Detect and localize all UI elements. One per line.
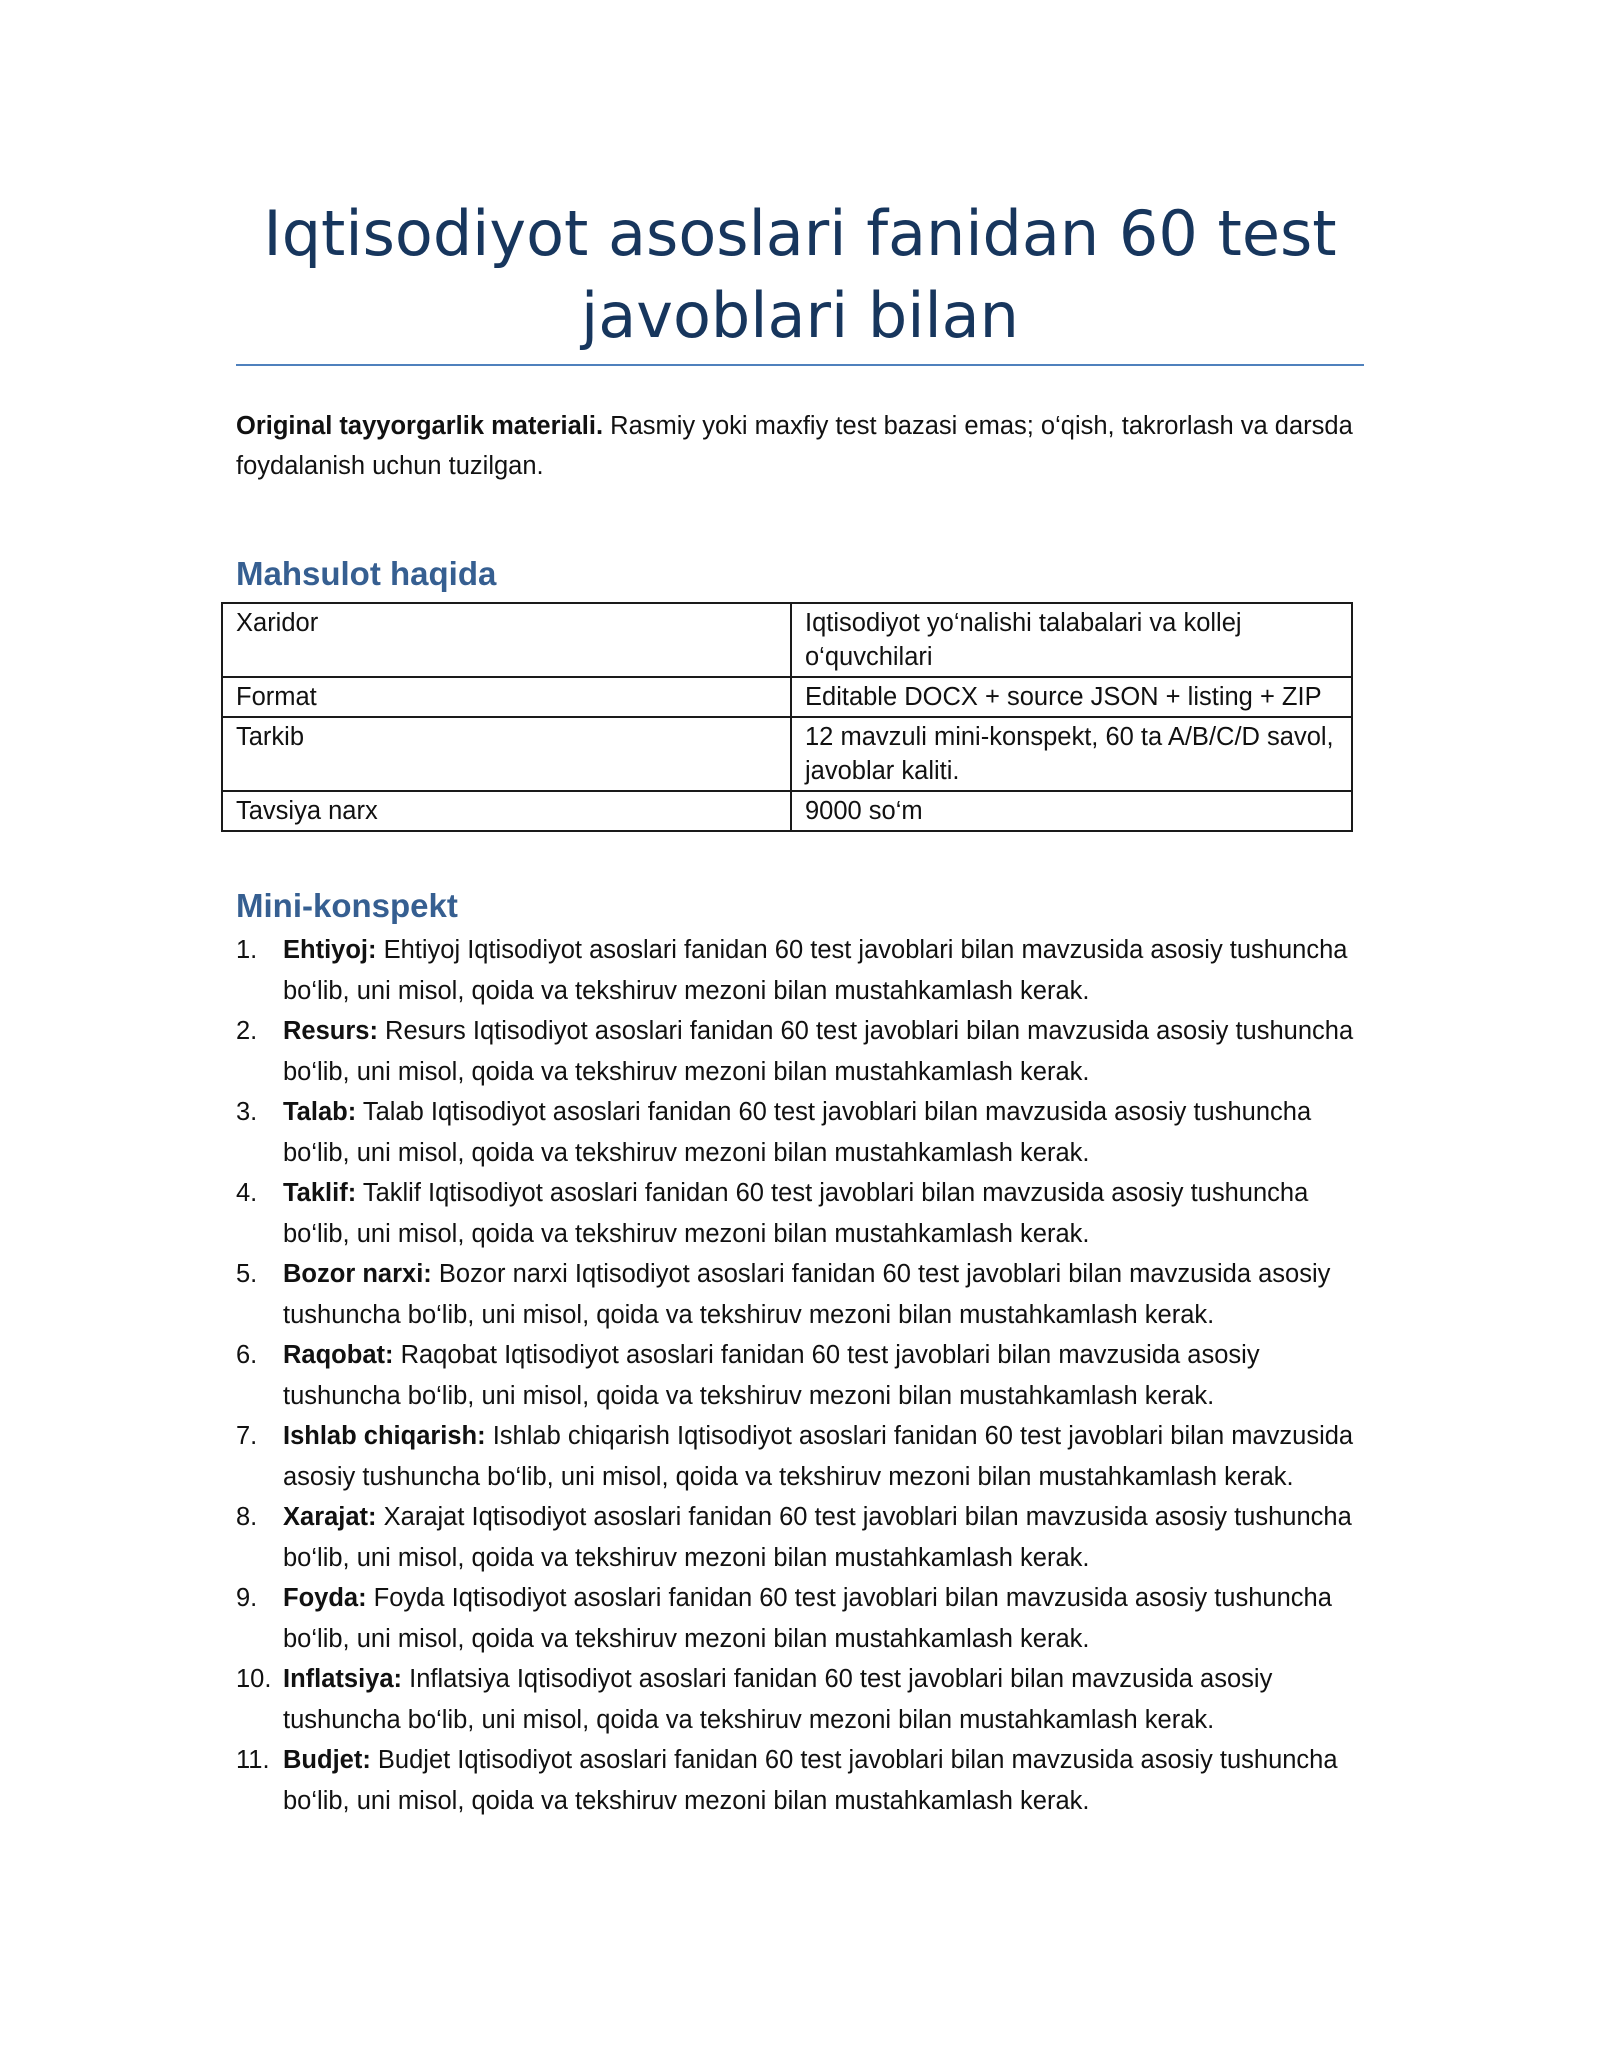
list-item-term: Bozor narxi:: [283, 1260, 432, 1288]
list-item-number: 7.: [236, 1422, 258, 1450]
list-item: [236, 1740, 1366, 1821]
table-cell-key: Xaridor: [222, 603, 791, 677]
list-item-number: 5.: [236, 1260, 258, 1288]
list-item-text: Raqobat Iqtisodiyot asoslari fanidan 60 test javoblari bilan mavzusida asosiy tushuncha bo‘lib, uni misol, qoida va tekshiruv mezoni bilan mustahkamlash kerak.: [283, 1341, 1260, 1410]
list-item-text: Budjet Iqtisodiyot asoslari fanidan 60 test javoblari bilan mavzusida asosiy tushuncha bo‘lib, uni misol, qoida va tekshiruv mezoni bilan mustahkamlash kerak.: [283, 1746, 1338, 1815]
intro-bold-text: Original tayyorgarlik materiali.: [236, 412, 604, 440]
list-item-term: Budjet:: [283, 1746, 371, 1774]
list-item-term: Xarajat:: [283, 1503, 377, 1531]
list-item-text: Ishlab chiqarish Iqtisodiyot asoslari fanidan 60 test javoblari bilan mavzusida asosiy tushuncha bo‘lib, uni misol, qoida va tekshiruv mezoni bilan mustahkamlash kerak.: [283, 1422, 1354, 1491]
list-item-term: Ishlab chiqarish:: [283, 1422, 486, 1450]
list-item-text: Resurs Iqtisodiyot asoslari fanidan 60 test javoblari bilan mavzusida asosiy tushuncha bo‘lib, uni misol, qoida va tekshiruv mezoni bilan mustahkamlash kerak.: [283, 1017, 1354, 1086]
mini-konspekt-heading: Mini-konspekt: [236, 887, 458, 924]
list-item-number: 2.: [236, 1017, 258, 1045]
list-item: [236, 930, 1366, 1011]
table-cell-key: Tavsiya narx: [222, 791, 791, 831]
list-item-text: Taklif Iqtisodiyot asoslari fanidan 60 test javoblari bilan mavzusida asosiy tushuncha bo‘lib, uni misol, qoida va tekshiruv mezoni bilan mustahkamlash kerak.: [283, 1179, 1309, 1248]
list-item: [236, 1254, 1366, 1335]
list-item-number: 10.: [236, 1665, 272, 1693]
table-cell-value: Iqtisodiyot yo‘nalishi talabalari va kollej o‘quvchilari: [791, 603, 1352, 677]
list-item-text: Ehtiyoj Iqtisodiyot asoslari fanidan 60 test javoblari bilan mavzusida asosiy tushuncha bo‘lib, uni misol, qoida va tekshiruv mezoni bilan mustahkamlash kerak.: [283, 936, 1348, 1005]
product-info-table: [221, 602, 1353, 832]
table-row: [222, 677, 1352, 717]
list-item-text: Bozor narxi Iqtisodiyot asoslari fanidan 60 test javoblari bilan mavzusida asosiy tushuncha bo‘lib, uni misol, qoida va tekshiruv mezoni bilan mustahkamlash kerak.: [283, 1260, 1331, 1329]
list-item: [236, 1092, 1366, 1173]
product-heading: Mahsulot haqida: [236, 555, 497, 592]
list-item-term: Ehtiyoj:: [283, 936, 377, 964]
list-item-number: 9.: [236, 1584, 258, 1612]
list-item-text: Talab Iqtisodiyot asoslari fanidan 60 test javoblari bilan mavzusida asosiy tushuncha bo‘lib, uni misol, qoida va tekshiruv mezoni bilan mustahkamlash kerak.: [283, 1098, 1312, 1167]
list-item: [236, 1335, 1366, 1416]
table-cell-value: 9000 so‘m: [791, 791, 1352, 831]
list-item-term: Foyda:: [283, 1584, 367, 1612]
list-item: [236, 1173, 1366, 1254]
list-item-term: Raqobat:: [283, 1341, 394, 1369]
list-item: [236, 1659, 1366, 1740]
list-item-number: 8.: [236, 1503, 258, 1531]
list-item: [236, 1578, 1366, 1659]
table-cell-value: 12 mavzuli mini-konspekt, 60 ta A/B/C/D savol, javoblar kaliti.: [791, 717, 1352, 791]
list-item-number: 11.: [236, 1746, 270, 1774]
list-item-number: 1.: [236, 936, 258, 964]
list-item-term: Resurs:: [283, 1017, 378, 1045]
list-item: [236, 1011, 1366, 1092]
document-title: Iqtisodiyot asoslari fanidan 60 test javoblari bilan: [263, 197, 1337, 352]
list-item: [236, 1497, 1366, 1578]
mini-konspekt-list: [236, 930, 1366, 1821]
list-item: [236, 1416, 1366, 1497]
list-item-text: Inflatsiya Iqtisodiyot asoslari fanidan 60 test javoblari bilan mavzusida asosiy tushuncha bo‘lib, uni misol, qoida va tekshiruv mezoni bilan mustahkamlash kerak.: [283, 1665, 1273, 1734]
list-item-number: 6.: [236, 1341, 258, 1369]
table-row: [222, 603, 1352, 677]
table-row: [222, 791, 1352, 831]
list-item-term: Talab:: [283, 1098, 357, 1126]
intro-text: Rasmiy yoki maxfiy test bazasi emas; o‘qish, takrorlash va darsda foydalanish uchun tuzilgan.: [236, 412, 1353, 480]
list-item-number: 4.: [236, 1179, 258, 1207]
list-item-number: 3.: [236, 1098, 258, 1126]
list-item-text: Xarajat Iqtisodiyot asoslari fanidan 60 test javoblari bilan mavzusida asosiy tushuncha bo‘lib, uni misol, qoida va tekshiruv mezoni bilan mustahkamlash kerak.: [283, 1503, 1352, 1572]
intro-paragraph: [236, 406, 1376, 486]
list-item-text: Foyda Iqtisodiyot asoslari fanidan 60 test javoblari bilan mavzusida asosiy tushuncha bo‘lib, uni misol, qoida va tekshiruv mezoni bilan mustahkamlash kerak.: [283, 1584, 1332, 1653]
list-item-term: Taklif:: [283, 1179, 357, 1207]
table-cell-value: Editable DOCX + source JSON + listing + ZIP: [791, 677, 1352, 717]
table-cell-key: Format: [222, 677, 791, 717]
table-cell-key: Tarkib: [222, 717, 791, 791]
list-item-term: Inflatsiya:: [283, 1665, 403, 1693]
title-underline: [236, 364, 1364, 366]
table-row: [222, 717, 1352, 791]
